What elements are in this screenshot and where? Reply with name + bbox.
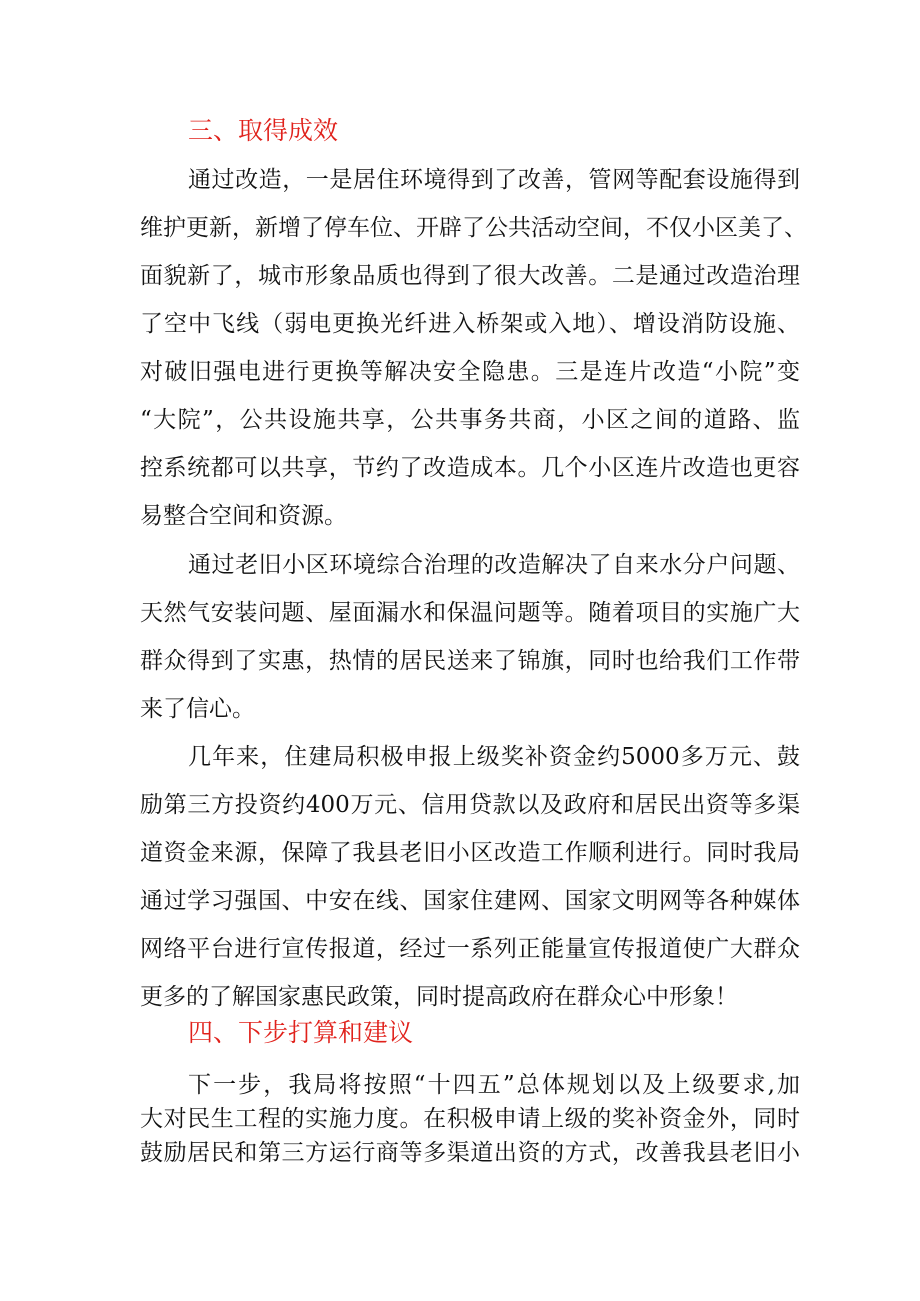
text-line: 通过改造，一是居住环境得到了改善，管网等配套设施得到 bbox=[188, 167, 800, 193]
text-line: 面貌新了，城市形象品质也得到了很大改善。二是通过改造治理 bbox=[140, 263, 800, 289]
text-line: 维护更新，新增了停车位、开辟了公共活动空间，不仅小区美了、 bbox=[140, 215, 807, 241]
text-line: “大院”，公共设施共享，公共事务共商，小区之间的道路、监 bbox=[140, 407, 800, 433]
text-line: 道资金来源，保障了我县老旧小区改造工作顺利进行。同时我局 bbox=[140, 840, 800, 866]
text-line: 通过学习强国、中安在线、国家住建网、国家文明网等各种媒体 bbox=[140, 888, 800, 914]
text-line: 对破旧强电进行更换等解决安全隐患。三是连片改造“小院”变 bbox=[140, 359, 800, 385]
text-line: 鼓励居民和第三方运行商等多渠道出资的方式，改善我县老旧小 bbox=[140, 1140, 800, 1166]
text-line: 网络平台进行宣传报道，经过一系列正能量宣传报道使广大群众 bbox=[140, 936, 800, 962]
text-line: 通过老旧小区环境综合治理的改造解决了自来水分户问题、 bbox=[188, 552, 800, 578]
text-line: 下一步，我局将按照“十四五”总体规划以及上级要求,加 bbox=[188, 1072, 800, 1098]
text-line: 大对民生工程的实施力度。在积极申请上级的奖补资金外，同时 bbox=[140, 1106, 800, 1132]
text-line: 易整合空间和资源。 bbox=[140, 503, 347, 529]
text-line: 天然气安装问题、屋面漏水和保温问题等。随着项目的实施广大 bbox=[140, 600, 800, 626]
text-line: 来了信心。 bbox=[140, 696, 255, 722]
text-line: 励第三方投资约400万元、信用贷款以及政府和居民出资等多渠 bbox=[140, 792, 800, 818]
text-line: 了空中飞线（弱电更换光纤进入桥架或入地）、增设消防设施、 bbox=[140, 311, 800, 337]
text-line: 更多的了解国家惠民政策，同时提高政府在群众心中形象！ bbox=[140, 984, 738, 1010]
text-line: 几年来，住建局积极申报上级奖补资金约5000多万元、鼓 bbox=[188, 744, 800, 770]
text-line: 群众得到了实惠，热情的居民送来了锦旗，同时也给我们工作带 bbox=[140, 648, 800, 674]
section-heading-next-steps: 四、下步打算和建议 bbox=[188, 1018, 414, 1047]
text-line: 控系统都可以共享，节约了改造成本。几个小区连片改造也更容 bbox=[140, 455, 800, 481]
section-heading-achievements: 三、取得成效 bbox=[188, 116, 339, 145]
